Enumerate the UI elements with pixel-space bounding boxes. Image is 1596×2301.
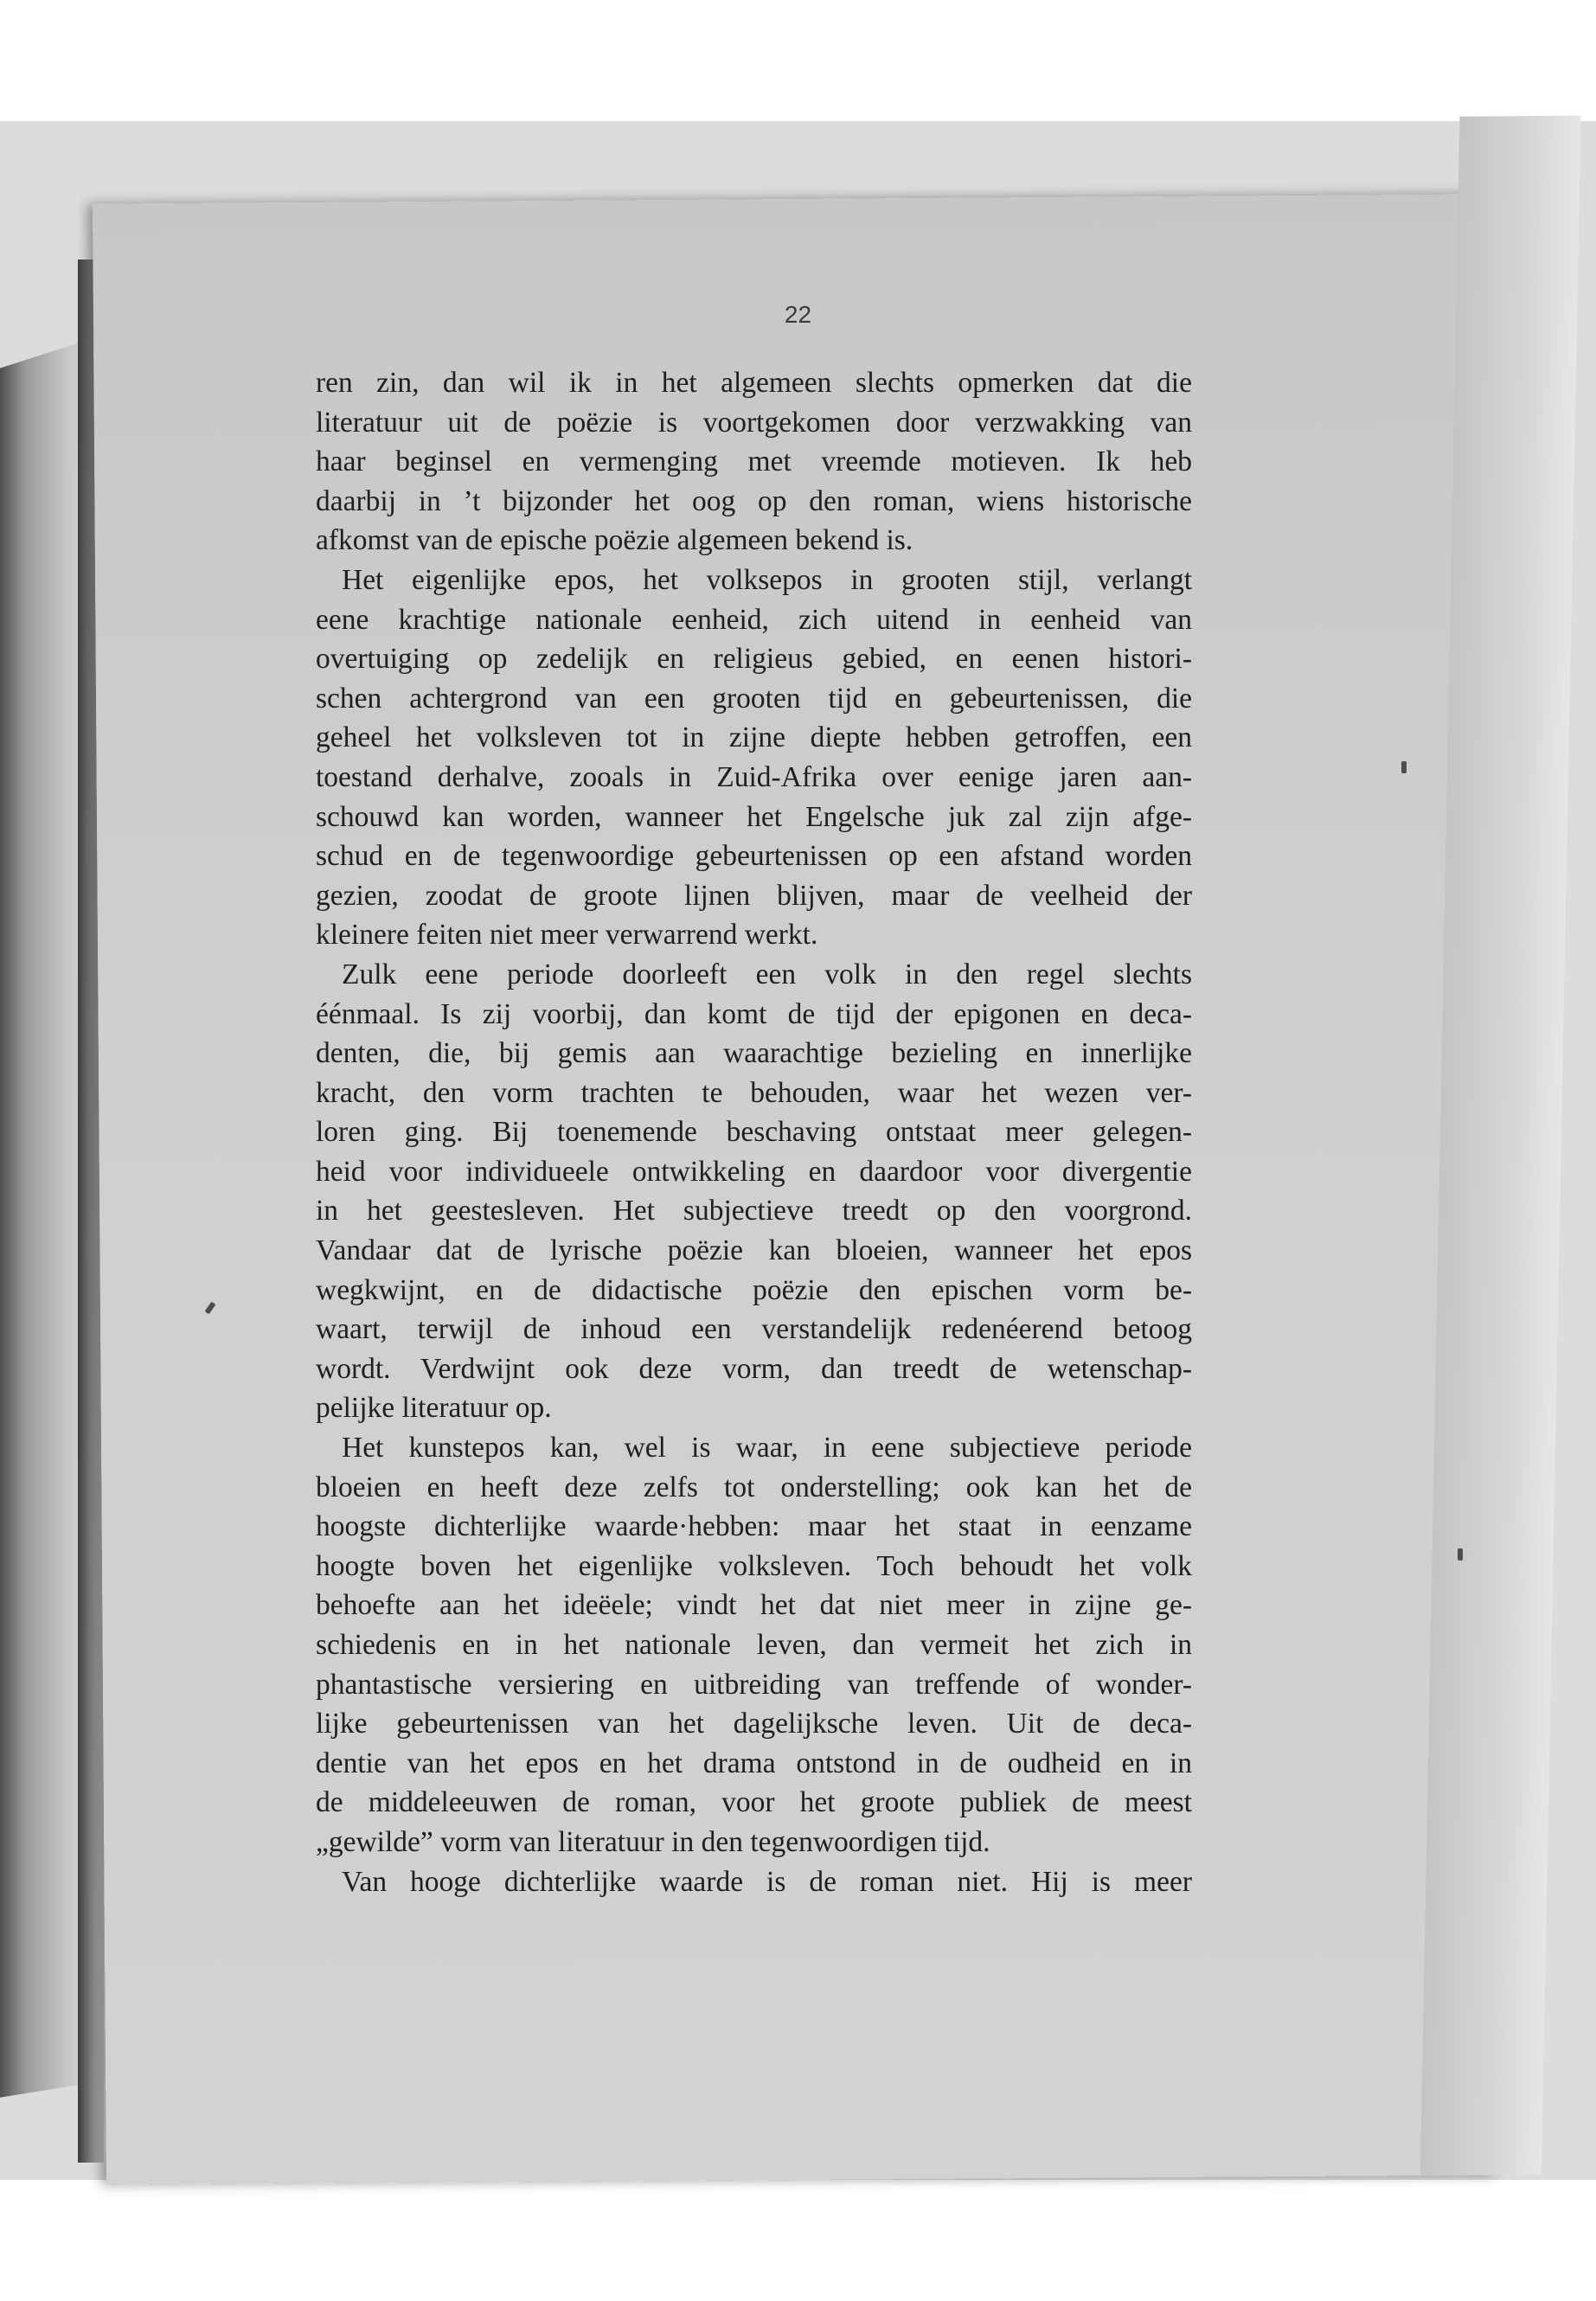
text-line: loren ging. Bij toenemende beschaving ontstaat meer gelegen- [316, 1116, 1192, 1149]
text-line: pelijke literatuur op. [316, 1392, 552, 1425]
text-line: literatuur uit de poëzie is voortgekomen door verzwakking van [316, 406, 1192, 439]
scan-speck [1401, 761, 1407, 773]
text-line: Het kunstepos kan, wel is waar, in eene subjectieve periode [342, 1432, 1192, 1465]
text-line: haar beginsel en vermenging met vreemde motieven. Ik heb [316, 445, 1192, 478]
text-line: de middeleeuwen de roman, voor het groote publiek de meest [316, 1786, 1192, 1819]
text-line: ren zin, dan wil ik in het algemeen slechts opmerken dat die [316, 367, 1192, 399]
text-line: Het eigenlijke epos, het volksepos in grooten stijl, verlangt [342, 563, 1192, 596]
text-line: toestand derhalve, zooals in Zuid-Afrika over eenige jaren aan- [316, 760, 1192, 793]
text-line: gezien, zoodat de groote lijnen blijven, maar de veelheid der [316, 879, 1192, 912]
text-line: eene krachtige nationale eenheid, zich uitend in eenheid van [316, 603, 1192, 636]
text-line: in het geestesleven. Het subjectieve treedt op den voorgrond. [316, 1195, 1192, 1227]
text-line: geheel het volksleven tot in zijne diepte hebben getroffen, een [316, 721, 1192, 754]
text-line: overtuiging op zedelijk en religieus gebied, en eenen histori- [316, 643, 1192, 676]
scan-speck [1458, 1548, 1463, 1561]
body-text [316, 363, 1192, 1901]
text-line: dentie van het epos en het drama ontstond in de oudheid en in [316, 1747, 1192, 1779]
text-line: afkomst van de epische poëzie algemeen bekend is. [316, 524, 913, 557]
text-line: „gewilde” vorm van literatuur in den tegenwoordigen tijd. [316, 1825, 990, 1858]
text-line: Vandaar dat de lyrische poëzie kan bloeien, wanneer het epos [316, 1234, 1192, 1267]
text-line: kleinere feiten niet meer verwarrend werkt. [316, 919, 818, 952]
text-line: heid voor individueele ontwikkeling en daardoor voor divergentie [316, 1155, 1192, 1188]
text-line: wordt. Verdwijnt ook deze vorm, dan treedt de wetenschap- [316, 1352, 1192, 1385]
text-line: schen achtergrond van een grooten tijd en gebeurtenissen, die [316, 682, 1192, 715]
text-line: schouwd kan worden, wanneer het Engelsche juk zal zijn afge- [316, 800, 1192, 833]
text-line: waart, terwijl de inhoud een verstandelijk redenéerend betoog [316, 1313, 1192, 1346]
text-line: behoefte aan het ideëele; vindt het dat niet meer in zijne ge- [316, 1589, 1192, 1622]
text-line: éénmaal. Is zij voorbij, dan komt de tijd der epigonen en deca- [316, 997, 1192, 1030]
text-line: schiedenis en in het nationale leven, dan vermeit het zich in [316, 1629, 1192, 1661]
text-line: schud en de tegenwoordige gebeurtenissen op een afstand worden [316, 840, 1192, 873]
text-line: Van hooge dichterlijke waarde is de roman niet. Hij is meer [342, 1865, 1192, 1898]
text-line: lijke gebeurtenissen van het dagelijksche leven. Uit de deca- [316, 1708, 1192, 1740]
text-line: Zulk eene periode doorleeft een volk in den regel slechts [342, 958, 1192, 990]
text-line: denten, die, bij gemis aan waarachtige bezieling en innerlijke [316, 1037, 1192, 1070]
text-line: hoogste dichterlijke waarde·hebben: maar het staat in eenzame [316, 1510, 1192, 1543]
text-line: daarbij in ’t bijzonder het oog op den roman, wiens historische [316, 484, 1192, 517]
text-line: phantastische versiering en uitbreiding van treffende of wonder- [316, 1668, 1192, 1701]
text-line: wegkwijnt, en de didactische poëzie den epischen vorm be- [316, 1273, 1192, 1306]
text-line: hoogte boven het eigenlijke volksleven. Toch behoudt het volk [316, 1549, 1192, 1582]
page-number: 22 [784, 301, 812, 328]
text-line: bloeien en heeft deze zelfs tot onderstelling; ook kan het de [316, 1471, 1192, 1503]
text-line: kracht, den vorm trachten te behouden, waar het wezen ver- [316, 1076, 1192, 1109]
